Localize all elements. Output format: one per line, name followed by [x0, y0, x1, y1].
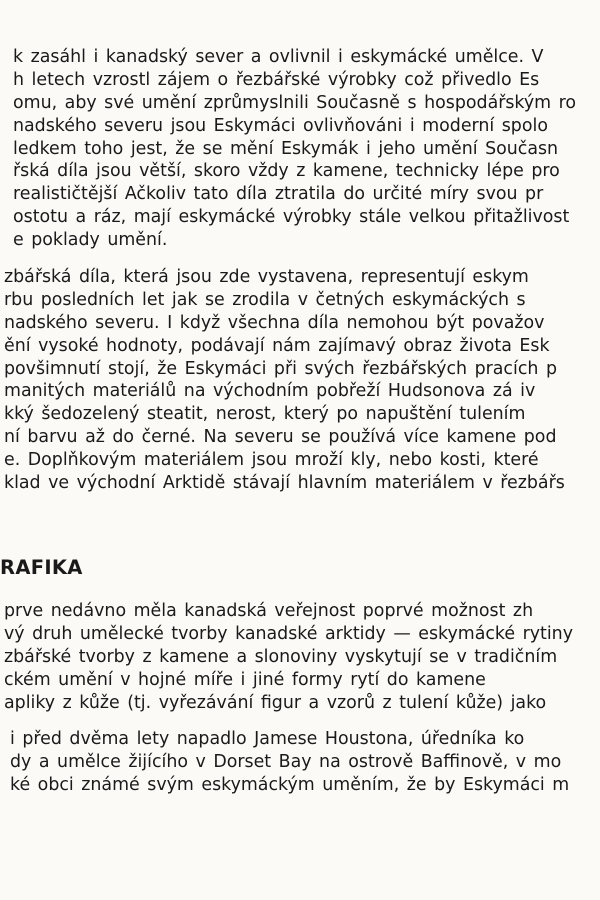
text-line: ké obci známé svým eskymáckým uměním, že by Eskymáci m [10, 774, 570, 795]
text-line: k zasáhl i kanadský sever a ovlivnil i eskymácké umělce. V [13, 47, 544, 67]
text-line: ckém umění v hojné míře i jiné formy rytí do kamene [4, 669, 486, 690]
text-line: omu, aby své umění zprůmyslnili Současně s hospodářským ro [13, 92, 577, 113]
text-line: nadského severu jsou Eskymáci ovlivňováni i moderní spolo [13, 115, 548, 136]
text-line: ostotu a ráz, mají eskymácké výrobky stále velkou přitažlivost [13, 207, 570, 228]
text-line: zbářská díla, která jsou zde vystavena, representují eskym [4, 267, 529, 287]
text-line: realističtější Ačkoliv tato díla ztratila do určité míry svou pr [13, 184, 544, 205]
text-line: manitých materiálů na východním pobřeží Hudsonova zá iv [4, 381, 536, 402]
paragraph-1 [0, 46, 576, 252]
text-line: rbu posledních let jak se zrodila v četných eskymáckých s [4, 289, 526, 310]
text-line: dy a umělce žijícího v Dorset Bay na ostrově Baffinově, v mo [10, 751, 562, 772]
text-line: klad ve východní Arktidě stávají hlavním materiálem v řezbářs [4, 473, 565, 494]
text-line: e. Doplňkovým materiálem jsou mroží kly, nebo kosti, které [4, 450, 539, 471]
text-line: povšimnutí stojí, že Eskymáci při svých řezbářských pracích p [4, 358, 557, 379]
text-line: h letech vzrostl zájem o řezbářské výrobky což přivedlo Es [13, 69, 540, 90]
paragraph-3 [0, 600, 573, 714]
paragraph-4 [0, 728, 569, 797]
text-line: vý druh umělecké tvorby kanadské arktidy — eskymácké rytiny [4, 623, 573, 644]
text-line: nadského severu. I když všechna díla nemohou být považov [4, 312, 545, 333]
text-line: řská díla jsou větší, skoro vždy z kamene, technicky lépe pro [13, 161, 560, 182]
text-line: kký šedozelený steatit, nerost, který po napuštění tulením [4, 404, 526, 425]
text-line: zbářské tvorby z kamene a slonoviny vyskytují se v tradičním [4, 646, 558, 667]
text-line: ění vysoké hodnoty, podávají nám zajímavý obraz života Esk [4, 335, 550, 356]
section-heading: RAFIKA [0, 556, 83, 579]
text-line: e poklady umění. [13, 230, 168, 251]
text-line: prve nedávno měla kanadská veřejnost poprvé možnost zh [4, 601, 534, 621]
text-line: apliky z kůže (tj. vyřezávání figur a vzorů z tulení kůže) jako [4, 692, 547, 713]
text-line: ledkem toho jest, že se mění Eskymák i jeho umění Současn [13, 138, 559, 159]
paragraph-2 [0, 266, 565, 495]
text-line: i před dvěma lety napadlo Jamese Houstona, úředníka ko [10, 729, 525, 749]
text-line: ní barvu až do černé. Na severu se používá více kamene pod [4, 427, 557, 448]
